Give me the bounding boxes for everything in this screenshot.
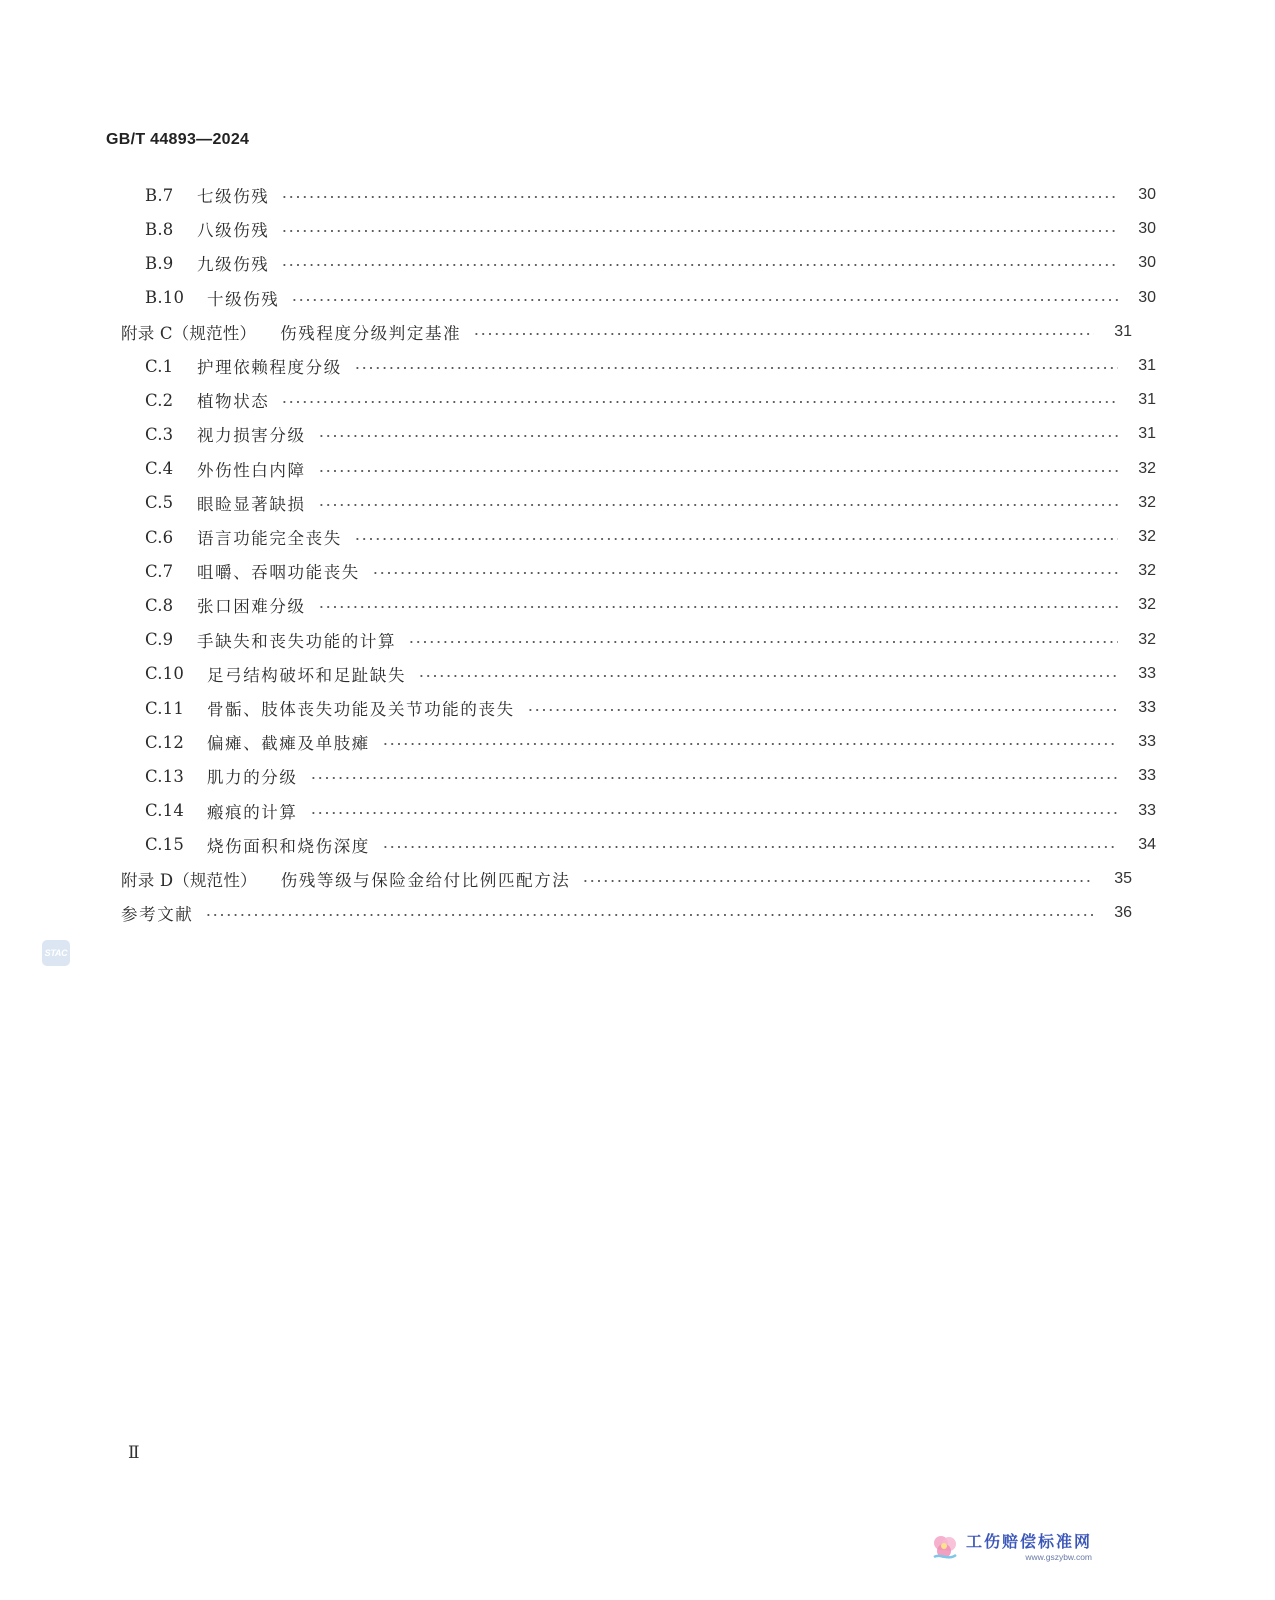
dot-leader <box>382 743 1118 745</box>
dot-leader <box>354 538 1118 540</box>
toc-entry[interactable] <box>0 833 1275 857</box>
toc-entry[interactable] <box>0 901 1251 925</box>
toc-entry-page: 30 <box>1138 288 1156 306</box>
toc-entry-page: 30 <box>1138 254 1156 272</box>
dot-leader <box>281 401 1118 403</box>
watermark[interactable] <box>928 1528 1108 1568</box>
dot-leader <box>473 333 1094 335</box>
toc-entry-title: 咀嚼、吞咽功能丧失 <box>197 563 360 583</box>
toc-entry-title: 瘢痕的计算 <box>207 802 298 822</box>
watermark-title: 工伤赔偿标准网 <box>966 1532 1093 1552</box>
toc-entry-page: 36 <box>1114 904 1132 922</box>
dot-leader <box>418 675 1118 677</box>
toc-entry-page: 34 <box>1138 835 1156 853</box>
toc-entry-number: C.13 <box>145 766 185 786</box>
dot-leader <box>318 606 1118 608</box>
toc-entry-page: 32 <box>1138 459 1156 477</box>
toc-entry-title: 伤残程度分级判定基准 <box>280 323 462 343</box>
toc-entry-number: 附录 C（规范性） <box>121 323 257 343</box>
toc-entry-title: 手缺失和丧失功能的计算 <box>197 631 397 651</box>
dot-leader <box>310 812 1119 814</box>
toc-entry-number: C.15 <box>145 835 185 855</box>
toc-entry-number: C.10 <box>145 664 185 684</box>
toc-entry-number: C.11 <box>145 698 185 718</box>
toc-entry-number: C.4 <box>145 459 174 479</box>
toc-entry[interactable] <box>0 559 1275 583</box>
toc-entry[interactable] <box>0 525 1275 549</box>
dot-leader <box>281 264 1118 266</box>
toc-entry-title: 足弓结构破坏和足趾缺失 <box>207 665 407 685</box>
toc-entry-title: 八级伤残 <box>197 221 270 241</box>
toc-entry-number: C.12 <box>145 732 185 752</box>
toc-entry-number: C.9 <box>145 630 174 650</box>
toc-entry-title: 偏瘫、截瘫及单肢瘫 <box>207 734 370 754</box>
page-number: Ⅱ <box>128 1443 140 1463</box>
toc-entry-title: 张口困难分级 <box>197 597 306 617</box>
toc-entry-page: 32 <box>1138 493 1156 511</box>
toc-entry-number: C.5 <box>145 493 174 513</box>
toc-entry-page: 30 <box>1138 186 1156 203</box>
toc-entry-page: 33 <box>1138 733 1156 751</box>
dot-leader <box>281 196 1118 198</box>
toc-entry-page: 32 <box>1138 562 1156 580</box>
toc-entry-page: 30 <box>1138 220 1156 238</box>
stac-logo-icon <box>42 940 70 966</box>
toc-entry[interactable] <box>0 593 1275 617</box>
dot-leader <box>382 846 1118 848</box>
dot-leader <box>310 777 1119 779</box>
toc-entry[interactable] <box>0 457 1275 481</box>
toc-entry-page: 31 <box>1114 322 1132 340</box>
dot-leader <box>281 230 1118 232</box>
toc-entry-number: B.9 <box>145 253 174 273</box>
toc-entry-page: 31 <box>1138 425 1156 443</box>
toc-entry[interactable] <box>0 628 1275 652</box>
dot-leader <box>408 641 1118 643</box>
toc-entry-page: 35 <box>1114 870 1132 887</box>
dot-leader <box>372 572 1118 574</box>
dot-leader <box>205 914 1094 916</box>
toc-entry-title: 参考文献 <box>121 905 194 925</box>
toc-entry[interactable] <box>0 491 1275 515</box>
toc-entry-number: C.8 <box>145 595 174 615</box>
dot-leader <box>291 299 1118 301</box>
toc-entry-number: C.14 <box>145 801 185 821</box>
toc-entry[interactable] <box>0 867 1251 891</box>
toc-entry[interactable] <box>0 696 1275 720</box>
flower-logo-icon <box>928 1531 962 1565</box>
toc-entry-title: 十级伤残 <box>207 289 280 309</box>
dot-leader <box>318 435 1118 437</box>
toc-entry[interactable] <box>0 388 1275 412</box>
dot-leader <box>354 367 1118 369</box>
toc-entry-title: 眼睑显著缺损 <box>197 494 306 514</box>
toc-entry-number: 附录 D（规范性） <box>121 871 257 890</box>
toc-entry-number: B.10 <box>145 288 185 308</box>
toc-entry-number: C.6 <box>145 527 174 547</box>
toc-entry[interactable] <box>0 799 1275 823</box>
toc-entry-title: 伤残等级与保险金给付比例匹配方法 <box>280 871 571 890</box>
toc-entry-title: 语言功能完全丧失 <box>197 529 342 548</box>
toc-entry-title: 视力损害分级 <box>197 426 306 446</box>
toc-entry-number: B.7 <box>145 185 174 205</box>
dot-leader <box>582 880 1094 882</box>
toc-entry[interactable] <box>0 217 1275 241</box>
toc-entry-number: C.1 <box>145 356 174 376</box>
toc-entry-title: 护理依赖程度分级 <box>197 358 342 377</box>
toc-entry-title: 七级伤残 <box>197 187 270 206</box>
toc-entry-number: C.2 <box>145 390 174 410</box>
toc-entry-title: 九级伤残 <box>197 255 270 275</box>
toc-entry-page: 32 <box>1138 630 1156 648</box>
toc-entry-page: 32 <box>1138 528 1156 545</box>
toc-entry[interactable] <box>0 662 1275 686</box>
toc-entry-number: C.7 <box>145 561 174 581</box>
toc-entry-page: 32 <box>1138 596 1156 614</box>
dot-leader <box>318 470 1118 472</box>
toc-entry-title: 烧伤面积和烧伤深度 <box>207 836 370 856</box>
standard-code: GB/T 44893—2024 <box>106 131 250 148</box>
toc-entry[interactable] <box>0 354 1275 378</box>
toc-entry-page: 31 <box>1138 391 1156 409</box>
toc-entry[interactable] <box>0 320 1251 344</box>
toc-entry[interactable] <box>0 286 1275 310</box>
toc-entry[interactable] <box>0 251 1275 275</box>
toc-entry[interactable] <box>0 183 1275 207</box>
toc-entry-number: B.8 <box>145 219 174 239</box>
dot-leader <box>527 709 1118 711</box>
toc-entry-page: 33 <box>1138 699 1156 716</box>
toc-entry[interactable] <box>0 422 1275 446</box>
toc-entry-title: 骨骺、肢体丧失功能及关节功能的丧失 <box>207 700 515 719</box>
toc-entry-page: 33 <box>1138 767 1156 785</box>
toc-entry-title: 肌力的分级 <box>207 768 298 788</box>
toc-entry-page: 31 <box>1138 357 1156 374</box>
toc-entry-page: 33 <box>1138 801 1156 819</box>
watermark-url: www.gszybw.com <box>1025 1552 1093 1563</box>
toc-entry[interactable] <box>0 730 1275 754</box>
toc-entry-number: C.3 <box>145 424 174 444</box>
toc-entry-title: 植物状态 <box>197 392 270 412</box>
dot-leader <box>318 504 1118 506</box>
toc-entry[interactable] <box>0 764 1275 788</box>
toc-entry-page: 33 <box>1138 664 1156 682</box>
stac-logo-text: STAC <box>44 948 68 958</box>
toc-entry-title: 外伤性白内障 <box>197 460 306 480</box>
